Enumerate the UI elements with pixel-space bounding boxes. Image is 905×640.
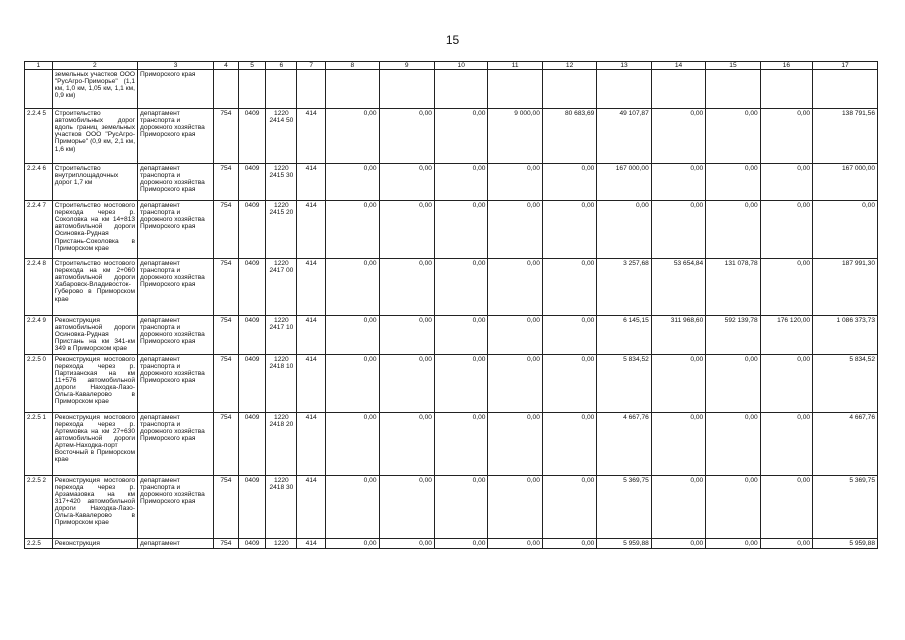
column-header: 5 (238, 62, 266, 70)
section-code-cell: 0409 (238, 109, 266, 164)
year-col-15-cell: 0,00 (706, 538, 760, 548)
grbs-code-cell: 754 (214, 109, 239, 164)
year-col-11-cell: 0,00 (488, 201, 542, 259)
grbs-code-cell (214, 70, 239, 109)
year-col-16-cell (760, 70, 812, 109)
year-col-15-cell: 0,00 (706, 201, 760, 259)
measure-name-cell: Строительство мостового перехода на км 2+060 автомобильной дороги Хабаровск-Владивосток-Губерово в Приморском крае (52, 259, 137, 316)
table-row (25, 412, 878, 475)
year-col-12-cell: 0,00 (542, 164, 596, 201)
year-col-9-cell (379, 70, 434, 109)
year-col-12-cell (542, 70, 596, 109)
total-amount-cell: 5 369,75 (813, 475, 878, 538)
section-code-cell: 0409 (238, 412, 266, 475)
total-amount-cell: 0,00 (813, 201, 878, 259)
target-article-code-cell: 1220 2417 00 (266, 259, 297, 316)
year-col-11-cell: 0,00 (488, 475, 542, 538)
column-header: 6 (266, 62, 297, 70)
year-col-15-cell: 0,00 (706, 164, 760, 201)
year-col-14-cell: 0,00 (651, 354, 705, 412)
year-col-11-cell: 0,00 (488, 412, 542, 475)
year-col-16-cell: 0,00 (760, 201, 812, 259)
grbs-code-cell: 754 (214, 538, 239, 548)
year-col-16-cell: 0,00 (760, 538, 812, 548)
expense-type-code-cell: 414 (297, 316, 326, 354)
column-header: 8 (326, 62, 379, 70)
responsible-executor-cell: департамент транспорта и дорожного хозяйства Приморского края (138, 354, 214, 412)
year-col-12-cell: 0,00 (542, 412, 596, 475)
year-col-14-cell: 53 654,84 (651, 259, 705, 316)
year-col-16-cell: 0,00 (760, 354, 812, 412)
column-header: 9 (379, 62, 434, 70)
measure-name-cell: земельных участков ООО "РусАгро-Приморье" (1,1 км, 1,0 км, 1,05 км, 1,1 км, 0,9 км) (52, 70, 137, 109)
measure-name-cell: Строительство мостового перехода через р. Соколовка на км 14+813 автомобильной дороги Осиновка-Рудная Пристань-Соколовка в Приморском крае (52, 201, 137, 259)
year-col-16-cell: 0,00 (760, 412, 812, 475)
row-number-cell: 2.2.4 7 (25, 201, 53, 259)
table-row (25, 109, 878, 164)
year-col-13-cell: 4 667,76 (597, 412, 651, 475)
column-header: 2 (52, 62, 137, 70)
table-row (25, 354, 878, 412)
year-col-11-cell: 0,00 (488, 538, 542, 548)
year-col-15-cell: 592 139,78 (706, 316, 760, 354)
total-amount-cell: 187 991,30 (813, 259, 878, 316)
year-col-10-cell: 0,00 (434, 354, 487, 412)
year-col-13-cell: 167 000,00 (597, 164, 651, 201)
year-col-14-cell: 0,00 (651, 109, 705, 164)
year-col-12-cell: 0,00 (542, 538, 596, 548)
year-col-8-cell: 0,00 (326, 354, 379, 412)
row-number-cell: 2.2.5 1 (25, 412, 53, 475)
year-col-12-cell: 80 683,69 (542, 109, 596, 164)
target-article-code-cell (266, 70, 297, 109)
responsible-executor-cell: департамент транспорта и дорожного хозяйства Приморского края (138, 201, 214, 259)
row-number-cell: 2.2.4 6 (25, 164, 53, 201)
year-col-10-cell: 0,00 (434, 412, 487, 475)
year-col-9-cell: 0,00 (379, 201, 434, 259)
year-col-14-cell: 0,00 (651, 201, 705, 259)
year-col-11-cell (488, 70, 542, 109)
grbs-code-cell: 754 (214, 354, 239, 412)
measure-name-cell: Реконструкция мостового перехода через р. Партизанская на км 11+576 автомобильной дороги Находка-Лазо-Ольга-Кавалерово в Приморском крае (52, 354, 137, 412)
measure-name-cell: Строительство автомобильных дорог вдоль границ земельных участков ООО "РусАгро-Приморье" (0,9 км, 2,1 км, 1,6 км) (52, 109, 137, 164)
year-col-11-cell: 9 000,00 (488, 109, 542, 164)
section-code-cell: 0409 (238, 354, 266, 412)
responsible-executor-cell: департамент транспорта и дорожного хозяйства Приморского края (138, 109, 214, 164)
total-amount-cell (813, 70, 878, 109)
target-article-code-cell: 1220 2417 10 (266, 316, 297, 354)
year-col-12-cell: 0,00 (542, 316, 596, 354)
year-col-16-cell: 0,00 (760, 164, 812, 201)
year-col-10-cell: 0,00 (434, 475, 487, 538)
column-header: 16 (760, 62, 812, 70)
year-col-16-cell: 0,00 (760, 109, 812, 164)
section-code-cell: 0409 (238, 164, 266, 201)
section-code-cell (238, 70, 266, 109)
responsible-executor-cell: департамент транспорта и дорожного хозяйства Приморского края (138, 259, 214, 316)
responsible-executor-cell: департамент транспорта и дорожного хозяйства Приморского края (138, 164, 214, 201)
column-header: 15 (706, 62, 760, 70)
year-col-12-cell: 0,00 (542, 354, 596, 412)
column-header: 3 (138, 62, 214, 70)
year-col-14-cell: 311 968,60 (651, 316, 705, 354)
expense-type-code-cell: 414 (297, 475, 326, 538)
year-col-8-cell: 0,00 (326, 475, 379, 538)
year-col-10-cell: 0,00 (434, 109, 487, 164)
total-amount-cell: 5 834,52 (813, 354, 878, 412)
table-row (25, 316, 878, 354)
section-code-cell: 0409 (238, 475, 266, 538)
year-col-14-cell: 0,00 (651, 538, 705, 548)
year-col-15-cell: 0,00 (706, 412, 760, 475)
year-col-15-cell: 0,00 (706, 354, 760, 412)
responsible-executor-cell: Приморского края (138, 70, 214, 109)
page-number: 15 (445, 33, 460, 47)
year-col-8-cell: 0,00 (326, 412, 379, 475)
year-col-12-cell: 0,00 (542, 201, 596, 259)
table-row (25, 538, 878, 548)
row-number-cell: 2.2.4 9 (25, 316, 53, 354)
year-col-15-cell: 0,00 (706, 109, 760, 164)
grbs-code-cell: 754 (214, 475, 239, 538)
year-col-9-cell: 0,00 (379, 259, 434, 316)
target-article-code-cell: 1220 2414 50 (266, 109, 297, 164)
row-number-cell: 2.2.4 8 (25, 259, 53, 316)
year-col-14-cell: 0,00 (651, 475, 705, 538)
year-col-13-cell: 0,00 (597, 201, 651, 259)
expense-type-code-cell: 414 (297, 538, 326, 548)
year-col-13-cell (597, 70, 651, 109)
column-header: 1 (25, 62, 53, 70)
grbs-code-cell: 754 (214, 259, 239, 316)
year-col-13-cell: 6 145,15 (597, 316, 651, 354)
column-header: 12 (542, 62, 596, 70)
expense-type-code-cell: 414 (297, 164, 326, 201)
grbs-code-cell: 754 (214, 316, 239, 354)
expense-type-code-cell: 414 (297, 412, 326, 475)
total-amount-cell: 1 086 373,73 (813, 316, 878, 354)
column-header: 4 (214, 62, 239, 70)
year-col-10-cell: 0,00 (434, 164, 487, 201)
section-code-cell: 0409 (238, 538, 266, 548)
year-col-10-cell: 0,00 (434, 259, 487, 316)
year-col-8-cell: 0,00 (326, 538, 379, 548)
column-header: 7 (297, 62, 326, 70)
row-number-cell (25, 70, 53, 109)
column-header: 14 (651, 62, 705, 70)
responsible-executor-cell: департамент (138, 538, 214, 548)
target-article-code-cell: 1220 2418 30 (266, 475, 297, 538)
column-header: 10 (434, 62, 487, 70)
expense-type-code-cell: 414 (297, 109, 326, 164)
measure-name-cell: Реконструкция автомобильной дороги Осиновка-Рудная Пристань на км 341-км 349 в Приморском крае (52, 316, 137, 354)
total-amount-cell: 5 959,88 (813, 538, 878, 548)
table-row (25, 201, 878, 259)
year-col-9-cell: 0,00 (379, 475, 434, 538)
year-col-9-cell: 0,00 (379, 164, 434, 201)
year-col-13-cell: 5 834,52 (597, 354, 651, 412)
table-body (25, 70, 878, 549)
year-col-11-cell: 0,00 (488, 259, 542, 316)
year-col-10-cell: 0,00 (434, 538, 487, 548)
grbs-code-cell: 754 (214, 164, 239, 201)
year-col-14-cell: 0,00 (651, 412, 705, 475)
year-col-11-cell: 0,00 (488, 164, 542, 201)
target-article-code-cell: 1220 2418 10 (266, 354, 297, 412)
year-col-15-cell: 0,00 (706, 475, 760, 538)
table-row (25, 164, 878, 201)
row-number-cell: 2.2.5 (25, 538, 53, 548)
year-col-9-cell: 0,00 (379, 316, 434, 354)
year-col-15-cell (706, 70, 760, 109)
section-code-cell: 0409 (238, 201, 266, 259)
year-col-9-cell: 0,00 (379, 109, 434, 164)
row-number-cell: 2.2.5 0 (25, 354, 53, 412)
year-col-14-cell (651, 70, 705, 109)
year-col-13-cell: 5 959,88 (597, 538, 651, 548)
target-article-code-cell: 1220 (266, 538, 297, 548)
target-article-code-cell: 1220 2415 20 (266, 201, 297, 259)
expense-type-code-cell: 414 (297, 201, 326, 259)
year-col-8-cell: 0,00 (326, 259, 379, 316)
expense-type-code-cell: 414 (297, 259, 326, 316)
year-col-9-cell: 0,00 (379, 354, 434, 412)
target-article-code-cell: 1220 2415 30 (266, 164, 297, 201)
column-header: 17 (813, 62, 878, 70)
year-col-11-cell: 0,00 (488, 354, 542, 412)
measure-name-cell: Реконструкция мостового перехода через р. Арзамазовка на км 317+420 автомобильной дороги Находка-Лазо-Ольга-Кавалерово в Приморском крае (52, 475, 137, 538)
total-amount-cell: 4 667,76 (813, 412, 878, 475)
year-col-8-cell: 0,00 (326, 164, 379, 201)
responsible-executor-cell: департамент транспорта и дорожного хозяйства Приморского края (138, 412, 214, 475)
header-row (25, 62, 878, 70)
year-col-9-cell: 0,00 (379, 412, 434, 475)
year-col-13-cell: 5 369,75 (597, 475, 651, 538)
year-col-8-cell: 0,00 (326, 201, 379, 259)
expense-type-code-cell (297, 70, 326, 109)
year-col-11-cell: 0,00 (488, 316, 542, 354)
year-col-12-cell: 0,00 (542, 259, 596, 316)
year-col-10-cell: 0,00 (434, 316, 487, 354)
year-col-8-cell: 0,00 (326, 316, 379, 354)
section-code-cell: 0409 (238, 316, 266, 354)
measure-name-cell: Строительство внутриплощадочных дорог 1,7 км (52, 164, 137, 201)
measure-name-cell: Реконструкция (52, 538, 137, 548)
year-col-8-cell: 0,00 (326, 109, 379, 164)
total-amount-cell: 167 000,00 (813, 164, 878, 201)
year-col-10-cell (434, 70, 487, 109)
responsible-executor-cell: департамент транспорта и дорожного хозяйства Приморского края (138, 475, 214, 538)
grbs-code-cell: 754 (214, 201, 239, 259)
year-col-9-cell: 0,00 (379, 538, 434, 548)
table-row (25, 475, 878, 538)
row-number-cell: 2.2.5 2 (25, 475, 53, 538)
grbs-code-cell: 754 (214, 412, 239, 475)
column-header: 11 (488, 62, 542, 70)
year-col-13-cell: 49 107,87 (597, 109, 651, 164)
year-col-8-cell (326, 70, 379, 109)
expense-type-code-cell: 414 (297, 354, 326, 412)
year-col-14-cell: 0,00 (651, 164, 705, 201)
total-amount-cell: 138 791,56 (813, 109, 878, 164)
year-col-16-cell: 0,00 (760, 259, 812, 316)
measure-name-cell: Реконструкция мостового перехода через р. Артемовка на км 27+630 автомобильной дороги Артем-Находка-порт Восточный в Приморском крае (52, 412, 137, 475)
year-col-12-cell: 0,00 (542, 475, 596, 538)
responsible-executor-cell: департамент транспорта и дорожного хозяйства Приморского края (138, 316, 214, 354)
year-col-10-cell: 0,00 (434, 201, 487, 259)
table-row (25, 70, 878, 109)
row-number-cell: 2.2.4 5 (25, 109, 53, 164)
year-col-16-cell: 0,00 (760, 475, 812, 538)
column-header: 13 (597, 62, 651, 70)
target-article-code-cell: 1220 2418 20 (266, 412, 297, 475)
year-col-16-cell: 176 120,00 (760, 316, 812, 354)
section-code-cell: 0409 (238, 259, 266, 316)
budget-table (24, 61, 878, 549)
year-col-13-cell: 3 257,68 (597, 259, 651, 316)
table-row (25, 259, 878, 316)
year-col-15-cell: 131 078,78 (706, 259, 760, 316)
